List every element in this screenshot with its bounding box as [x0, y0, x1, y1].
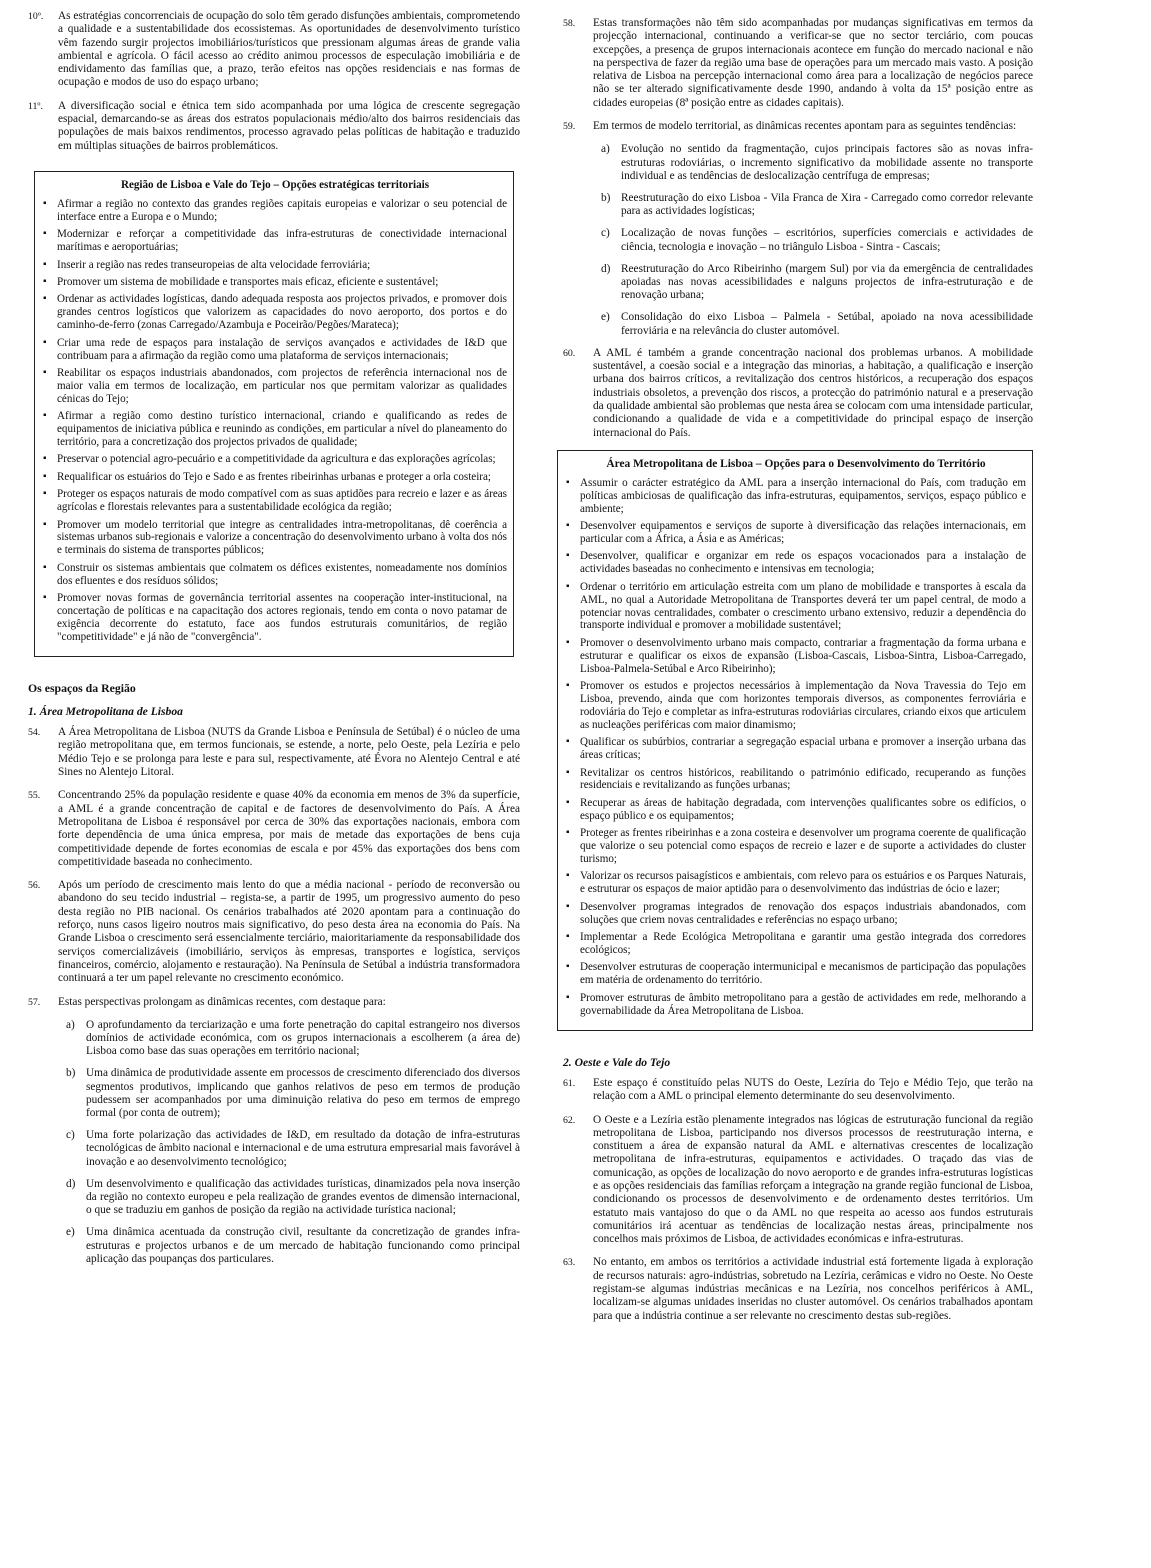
paragraph-61 [563, 1077, 1033, 1104]
paragraph-text: A AML é também a grande concentração nacional dos problemas urbanos. A mobilidade sustentável, a coesão social e a integração das minorias, a habitação, a qualificação e inserção urbana dos bairros críticos, a revitalização dos centros históricos, a recuperação dos espaços industriais obsoletos, a prevenção dos riscos, a protecção do património natural e a preservação da qualidade ambiental são problemas que nesta área se colocam com uma intensidade particular, condicionando a qualidade de vida e a competitividade do principal espaço de inserção internacional do País. [593, 346, 1033, 439]
paragraph-number: 59. [563, 121, 576, 133]
paragraph-11 [28, 100, 520, 153]
paragraph-number: 60. [563, 347, 576, 359]
list-item [563, 227, 1033, 253]
paragraph-number: 10º. [28, 11, 44, 22]
list-item [28, 1129, 520, 1169]
bullet-item: ▪ Proteger as frentes ribeirinhas e a zona costeira e desenvolver um programa coerente de qualificação que valorize o seu potencial como espaços de recreio e lazer e de suporte a actividades do cluster turismo; [566, 827, 1026, 866]
bullet-item: ▪ Implementar a Rede Ecológica Metropolitana e garantir uma gestão integrada dos corredores ecológicos; [566, 931, 1026, 957]
bullet-item: ▪ Promover um modelo territorial que integre as centralidades intra-metropolitanas, dê coerência a sistemas urbanos sub-regionais e valorize a concentração do desenvolvimento urbano à volta dos nós e terminais do sistema de transportes públicos; [43, 519, 507, 558]
paragraph-text: Este espaço é constituído pelas NUTS do Oeste, Lezíria do Tejo e Médio Tejo, que terão na relação com a AML o principal elemento determinante do seu desenvolvimento. [593, 1076, 1033, 1103]
item-text: Reestruturação do eixo Lisboa - Vila Franca de Xira - Carregado como corredor relevante para as actividades logísticas; [621, 191, 1033, 218]
bullet-item: ▪ Promover os estudos e projectos necessários à implementação da Nova Travessia do Tejo em Lisboa, prevendo, ainda que com horizontes temporais diversos, as componentes ferroviária e rodoviária do Tejo e completar as infra-estruturas rodoviárias circulares, criando eixos que articulem as nucleações periféricas com maior dinamismo; [566, 680, 1026, 732]
subsection-heading: 1. Área Metropolitana de Lisboa [28, 705, 183, 719]
bullet-item: ▪ Reabilitar os espaços industriais abandonados, com projectos de referência internacional nos de maior valia em termos de localização, em particular nos que permitam valorizar as qualidades cénicas do Tejo; [43, 367, 507, 406]
item-text: O aprofundamento da terciarização e uma forte penetração do capital estrangeiro nos diversos domínios de actividade económica, com os grupos internacionais a escolherem (a área de) Lisboa como base das suas operações em território nacional; [86, 1018, 520, 1058]
bullet-item: ▪ Desenvolver equipamentos e serviços de suporte à diversificação das relações internacionais, em particular com a África, a Ásia e as Américas; [566, 520, 1026, 546]
item-marker: a) [66, 1018, 75, 1031]
bullet-item: ▪ Inserir a região nas redes transeuropeias de alta velocidade ferroviária; [43, 259, 507, 272]
section-heading: Os espaços da Região [28, 681, 136, 696]
paragraph-60 [563, 347, 1033, 440]
item-marker: b) [601, 191, 611, 204]
paragraph-55 [28, 789, 520, 869]
left-column [28, 0, 520, 1275]
item-marker: b) [66, 1067, 76, 1080]
paragraph-62 [563, 1114, 1033, 1247]
item-marker: e) [601, 311, 610, 324]
paragraph-text: No entanto, em ambos os territórios a actividade industrial está fortemente ligada à exploração de recursos naturais: agro-indústrias, sobretudo na Lezíria, cerâmicas e vidro no Oeste. No Oeste registam-se algumas indústrias mecânicas e na Lezíria, nos concelhos periféricos à AML, localizam-se algumas unidades inseridas no cluster automóvel. Os cenários trabalhados apontam para que a indústria continue a ser relevante no crescimento destas sub-regiões. [593, 1256, 1033, 1322]
paragraph-number: 57. [28, 996, 41, 1008]
item-marker: d) [66, 1177, 76, 1190]
item-marker: c) [601, 227, 610, 240]
paragraph-57 [28, 996, 520, 1009]
item-text: Consolidação do eixo Lisboa – Palmela - Setúbal, apoiado na nova acessibilidade ferroviária e na relevância do cluster automóvel. [621, 311, 1033, 337]
paragraph-text: As estratégias concorrenciais de ocupação do solo têm gerado disfunções ambientais, comprometendo a qualidade e a sustentabilidade dos ecossistemas. As oportunidades de desenvolvimento turístico vêm fazendo surgir projectos imobiliários/turísticos que pressionam algumas áreas de grande valia ambiental e agrícola. O fácil acesso ao crédito animou processos de especulação imobiliária e de endividamento das famílias que, a prazo, terão efeitos nas opções residenciais e nas formas de ocupação e modos de uso do espaço urbano; [58, 10, 520, 89]
subsection-heading: 2. Oeste e Vale do Tejo [563, 1055, 671, 1069]
item-text: Evolução no sentido da fragmentação, cujos principais factores são as novas infra-estruturas rodoviárias, o incremento significativo da mobilidade assente no transporte individual e as tendências de deslocalização centrífuga de empresas; [621, 143, 1033, 182]
development-options-box [557, 450, 1033, 1031]
paragraph-56 [28, 879, 520, 985]
paragraph-text: Estas perspectivas prolongam as dinâmicas recentes, com destaque para: [58, 995, 386, 1008]
bullet-item: ▪ Desenvolver estruturas de cooperação intermunicipal e mecanismos de participação das populações em matéria de ordenamento do território. [566, 961, 1026, 987]
paragraph-number: 62. [563, 1114, 576, 1126]
item-text: Uma dinâmica de produtividade assente em processos de crescimento diferenciado dos diversos segmentos produtivos, implicando que ganhos relativos de peso em termos de produção pudessem ser acompanhados por uma diminuição relativa do peso em termos de emprego formal (por conta de outrem); [86, 1067, 520, 1120]
paragraph-number: 56. [28, 880, 41, 892]
item-text: Reestruturação do Arco Ribeirinho (margem Sul) por via da emergência de centralidades apoiadas nas novas acessibilidades e nalguns projectos de infra-estruturação e de renovação urbana; [621, 262, 1033, 302]
paragraph-text: Estas transformações não têm sido acompanhadas por mudanças significativas em termos da projecção internacional, continuando a verificar-se que no sector terciário, com poucas excepções, a presença de grupos internacionais acontece em função do mercado nacional e não na perspectiva de fazer da região uma base de operações para um mercado mais vasto. A posição relativa de Lisboa na percepção internacional como área para a localização de negócios parece não se ter alterado significativamente desde 1990, andando à volta da 15ª posição entre as cidades europeias (8ª posição entre as cidades capitais). [593, 17, 1033, 109]
bullet-item: ▪ Revitalizar os centros históricos, reabilitando o património edificado, recuperando as funções residenciais e revitalizando as funções urbanas; [566, 767, 1026, 793]
bullet-item: ▪ Recuperar as áreas de habitação degradada, com intervenções qualificantes sobre os edifícios, o espaço público e os equipamentos; [566, 797, 1026, 823]
bullet-list [566, 477, 1026, 1018]
bullet-item: ▪ Promover estruturas de âmbito metropolitano para a gestão de actividades em rede, melhorando a governabilidade da Área Metropolitana de Lisboa. [566, 992, 1026, 1018]
paragraph-text: Em termos de modelo territorial, as dinâmicas recentes apontam para as seguintes tendências: [593, 120, 1017, 133]
bullet-item: ▪ Promover novas formas de governância territorial assentes na cooperação inter-institucional, na concertação de políticas e na capacitação dos actores regionais, tendo em conta o novo patamar de exigência decorrente do estatuto, face aos fundos estruturais comunitários, de região "competitividade" e já não de "convergência". [43, 592, 507, 644]
paragraph-54 [28, 726, 520, 779]
bullet-item: ▪ Assumir o carácter estratégico da AML para a inserção internacional do País, com tradução em políticas ambiciosas de qualificação das infra-estruturas, equipamentos, serviços, espaço público e ambiente; [566, 477, 1026, 516]
paragraph-text: A diversificação social e étnica tem sido acompanhada por uma lógica de crescente segregação espacial, demarcando-se as áreas dos estratos populacionais médio/alto dos bairros residenciais das populações de mais baixos rendimentos, processo agravado pelas políticas de habitação e traduzido em múltiplas situações de bairros problemáticos. [58, 99, 520, 152]
paragraph-text: Concentrando 25% da população residente e quase 40% da economia em menos de 3% da superfície, a AML é a grande concentração de capital e de factores de desenvolvimento do País. A Área Metropolitana de Lisboa é responsável por cerca de 30% das exportações nacionais, embora com forte dependência de uma única empresa, por mais de metade das exportações de bens cuja competitividade depende de fortes economias de escala e por 45% das exportações dos bens com competitividade baseada no conhecimento. [58, 789, 520, 868]
bullet-item: ▪ Valorizar os recursos paisagísticos e ambientais, com relevo para os estuários e os Parques Naturais, e estruturar os espaços de maior aptidão para o desenvolvimento das indústrias de ócio e lazer; [566, 870, 1026, 896]
bullet-item: ▪ Proteger os espaços naturais de modo compatível com as suas aptidões para recreio e lazer e as áreas agrícolas e florestais relevantes para a sustentabilidade ecológica da região; [43, 488, 507, 514]
paragraph-10 [28, 10, 520, 90]
bullet-item: ▪ Requalificar os estuários do Tejo e Sado e as frentes ribeirinhas urbanas e proteger a orla costeira; [43, 471, 507, 484]
strategic-options-box [34, 171, 514, 657]
item-text: Uma forte polarização das actividades de I&D, em resultado da dotação de infra-estruturas tecnológicas de âmbito nacional e internacional e de uma estrutura empresarial mais favorável à inovação e ao desenvolvimento tecnológico; [86, 1129, 520, 1168]
bullet-list [43, 198, 507, 644]
item-text: Um desenvolvimento e qualificação das actividades turísticas, dinamizados pela nova inserção da região no contexto europeu e pela realização de grandes eventos de dimensão internacional, o que se traduziu em ganhos de posição da região na actividade turística nacional; [86, 1177, 520, 1217]
paragraph-number: 11º. [28, 100, 43, 112]
paragraph-63 [563, 1256, 1033, 1322]
bullet-item: ▪ Afirmar a região no contexto das grandes regiões capitais europeias e valorizar o seu potencial de interface entre a Europa e o Mundo; [43, 198, 507, 224]
list-item [563, 192, 1033, 218]
paragraph-text: Após um período de crescimento mais lento do que a média nacional - período de reconversão ou abandono do seu tecido industrial – regista-se, a partir de 1995, um progressivo aumento do peso desta região no PIB nacional. Os cenários trabalhados até 2020 apontam para a continuação do reforço, nuns casos ligeiro noutros mais significativo, do peso desta área na economia do País. Na Grande Lisboa o crescimento será essencialmente terciário, maioritariamente da responsabilidade dos serviços comercializáveis (imobiliário, serviços às empresas, transportes e logística, serviços financeiros, comércio, alojamento e restauração). Na Península de Setúbal a indústria transformadora continuará a ter um papel relevante no crescimento económico. [58, 879, 520, 985]
paragraph-number: 54. [28, 727, 41, 739]
item-text: Uma dinâmica acentuada da construção civil, resultante da concretização de grandes infra-estruturas e projectos urbanos e de um mercado de habitação funcionando como principal aplicação das poupanças dos particulares. [86, 1226, 520, 1265]
bullet-item: ▪ Desenvolver, qualificar e organizar em rede os espaços vocacionados para a instalação de actividades baseadas no conhecimento e intensivas em tecnologia; [566, 550, 1026, 576]
item-text: Localização de novas funções – escritórios, superfícies comerciais e actividades de ciência, tecnologia e inovação – no triângulo Lisboa - Sintra - Cascais; [621, 227, 1033, 253]
paragraph-59 [563, 120, 1033, 133]
bullet-item: ▪ Modernizar e reforçar a competitividade das infra-estruturas de conectividade internacional marítimas e aeroportuárias; [43, 228, 507, 254]
item-marker: a) [601, 143, 610, 156]
bullet-item: ▪ Preservar o potencial agro-pecuário e a competitividade da agricultura e das explorações agrícolas; [43, 453, 507, 466]
box-title: Área Metropolitana de Lisboa – Opções para o Desenvolvimento do Território [606, 457, 986, 470]
item-marker: d) [601, 262, 611, 275]
list-item [28, 1019, 520, 1059]
bullet-item: ▪ Criar uma rede de espaços para instalação de serviços avançados e actividades de I&D que contribuam para a afirmação da região como uma plataforma de serviços internacionais; [43, 337, 507, 363]
paragraph-number: 58. [563, 18, 576, 29]
paragraph-number: 63. [563, 1257, 576, 1269]
bullet-item: ▪ Ordenar as actividades logísticas, dando adequada resposta aos projectos privados, e promover dois grandes centros logísticos que valorizem as capacidades do novo aeroporto, dos portos e do caminho-de-ferro (zonas Carregado/Azambuja e Poceirão/Pegões/Marateca); [43, 293, 507, 332]
item-marker: e) [66, 1226, 75, 1239]
bullet-item: ▪ Promover um sistema de mobilidade e transportes mais eficaz, eficiente e sustentável; [43, 276, 507, 289]
list-item [563, 143, 1033, 183]
list-item [28, 1226, 520, 1266]
paragraph-number: 61. [563, 1077, 576, 1089]
paragraph-number: 55. [28, 790, 41, 802]
bullet-item: ▪ Qualificar os subúrbios, contrariar a segregação espacial urbana e promover a inserção urbana das áreas críticas; [566, 736, 1026, 762]
list-item [28, 1178, 520, 1218]
right-column [563, 0, 1033, 1333]
box-title: Região de Lisboa e Vale do Tejo – Opções estratégicas territoriais [120, 178, 430, 191]
paragraph-text: O Oeste e a Lezíria estão plenamente integrados nas lógicas de estruturação funcional da região metropolitana de Lisboa, participando nos diversos processos de reestruturação interna, e constituem a área de expansão natural da AML e alternativas crescentes de localização metropolitana de infra-estruturas, equipamentos e actividades. O traçado das vias de comunicação, as opções de localização do novo aeroporto e de grandes infra-estruturas logísticas e as opções residenciais das famílias reforçam a integração na grande região funcional de Lisboa, condicionando os processos de desenvolvimento e de ordenamento destes territórios. Um estatuto mais vantajoso do que o da AML no que respeita ao acesso aos fundos estruturais comunitários irá acentuar as tendências de localização nestas áreas, principalmente nos concelhos mais próximos de Lisboa, de actividades económicas e infra-estruturas. [593, 1113, 1033, 1246]
list-item [563, 263, 1033, 303]
item-marker: c) [66, 1129, 75, 1142]
list-item [28, 1067, 520, 1120]
list-item [563, 311, 1033, 337]
bullet-item: ▪ Afirmar a região como destino turístico internacional, criando e qualificando as redes de equipamentos de iniciativa pública e reunindo as condições, em particular a nível do planeamento do território, para a concretização dos projectos privados de qualidade; [43, 410, 507, 449]
paragraph-58 [563, 17, 1033, 110]
bullet-item: ▪ Ordenar o território em articulação estreita com um plano de mobilidade e transportes à escala da AML, no qual a Autoridade Metropolitana de Transportes deverá ter um papel central, de modo a potenciar novas centralidades, combater o crescimento urbano extensivo, reduzir a dependência do transporte individual e promover a mobilidade sustentável; [566, 581, 1026, 633]
bullet-item: ▪ Desenvolver programas integrados de renovação dos espaços industriais abandonados, com soluções que criem novas centralidades e referências no espaço urbano; [566, 901, 1026, 927]
paragraph-text: A Área Metropolitana de Lisboa (NUTS da Grande Lisboa e Península de Setúbal) é o núcleo de uma região metropolitana que, em termos funcionais, se estende, a norte, pelo Oeste, pela Lezíria e pelo Médio Tejo e se prolonga para leste e para sul, respectivamente, até Évora no Alentejo Central e até Sines no Alentejo Litoral. [58, 726, 520, 779]
bullet-item: ▪ Construir os sistemas ambientais que colmatem os défices existentes, nomeadamente nos domínios dos efluentes e dos resíduos sólidos; [43, 562, 507, 588]
bullet-item: ▪ Promover o desenvolvimento urbano mais compacto, contrariar a fragmentação da forma urbana e estruturar e qualificar os eixos de expansão (Lisboa-Cascais, Lisboa-Sintra, Lisboa-Carregado, Lisboa-Palmela-Setúbal e Arco Ribeirinho); [566, 637, 1026, 676]
